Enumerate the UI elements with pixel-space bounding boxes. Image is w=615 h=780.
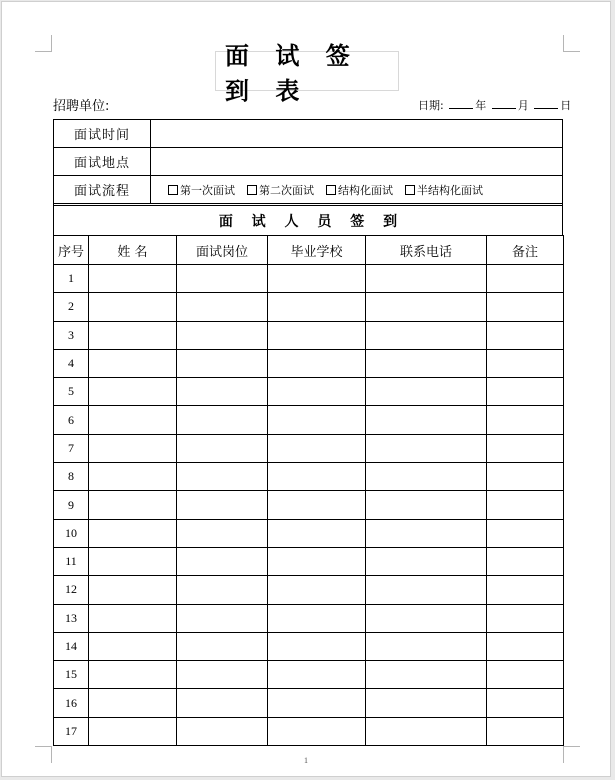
name-cell[interactable] [89, 491, 177, 519]
position-cell[interactable] [177, 519, 268, 547]
position-cell[interactable] [177, 406, 268, 434]
position-cell[interactable] [177, 321, 268, 349]
row-number-cell: 7 [54, 434, 89, 462]
remarks-cell[interactable] [487, 661, 564, 689]
position-cell[interactable] [177, 661, 268, 689]
position-cell[interactable] [177, 349, 268, 377]
col-header-remarks: 备注 [487, 236, 564, 265]
row-number-cell: 6 [54, 406, 89, 434]
name-cell[interactable] [89, 293, 177, 321]
page-number: 1 [304, 756, 308, 765]
phone-cell[interactable] [366, 689, 487, 717]
row-number-cell: 17 [54, 717, 89, 745]
day-blank[interactable] [534, 99, 558, 109]
signin-section-title: 面 试 人 员 签 到 [53, 205, 563, 236]
school-cell[interactable] [268, 519, 366, 547]
phone-cell[interactable] [366, 349, 487, 377]
position-cell[interactable] [177, 576, 268, 604]
row-number-cell: 4 [54, 349, 89, 377]
school-cell[interactable] [268, 717, 366, 745]
checkbox-icon [247, 185, 257, 195]
position-cell[interactable] [177, 463, 268, 491]
school-cell[interactable] [268, 349, 366, 377]
table-row [54, 378, 564, 406]
checkbox-icon [405, 185, 415, 195]
remarks-cell[interactable] [487, 265, 564, 293]
col-header-number: 序号 [54, 236, 89, 265]
name-cell[interactable] [89, 661, 177, 689]
info-label-time: 面试时间 [54, 120, 151, 147]
process-option-first[interactable]: 第一次面试 [168, 182, 235, 198]
phone-cell[interactable] [366, 632, 487, 660]
crop-mark-top-right [563, 35, 580, 52]
remarks-cell[interactable] [487, 349, 564, 377]
year-label: 年 [475, 99, 487, 112]
name-cell[interactable] [89, 434, 177, 462]
position-cell[interactable] [177, 604, 268, 632]
col-header-name: 姓 名 [89, 236, 177, 265]
name-cell[interactable] [89, 604, 177, 632]
school-cell[interactable] [268, 632, 366, 660]
phone-cell[interactable] [366, 378, 487, 406]
row-number-cell: 2 [54, 293, 89, 321]
name-cell[interactable] [89, 576, 177, 604]
phone-cell[interactable] [366, 406, 487, 434]
row-number-cell: 9 [54, 491, 89, 519]
remarks-cell[interactable] [487, 689, 564, 717]
phone-cell[interactable] [366, 547, 487, 575]
remarks-cell[interactable] [487, 519, 564, 547]
row-number-cell: 12 [54, 576, 89, 604]
info-value-process [151, 176, 562, 203]
position-cell[interactable] [177, 632, 268, 660]
row-number-cell: 5 [54, 378, 89, 406]
position-cell[interactable] [177, 378, 268, 406]
document-page [1, 1, 611, 777]
school-cell[interactable] [268, 491, 366, 519]
school-cell[interactable] [268, 378, 366, 406]
date-line [418, 97, 571, 113]
table-row [54, 576, 564, 604]
remarks-cell[interactable] [487, 321, 564, 349]
school-cell[interactable] [268, 463, 366, 491]
name-cell[interactable] [89, 463, 177, 491]
name-cell[interactable] [89, 378, 177, 406]
table-header-row [54, 236, 564, 265]
checkbox-icon [326, 185, 336, 195]
phone-cell[interactable] [366, 293, 487, 321]
process-option-second[interactable]: 第二次面试 [247, 182, 314, 198]
row-number-cell: 11 [54, 547, 89, 575]
remarks-cell[interactable] [487, 463, 564, 491]
table-row [54, 632, 564, 660]
remarks-cell[interactable] [487, 576, 564, 604]
table-row [54, 604, 564, 632]
table-row [54, 293, 564, 321]
table-row [54, 661, 564, 689]
position-cell[interactable] [177, 491, 268, 519]
table-row [54, 434, 564, 462]
phone-cell[interactable] [366, 576, 487, 604]
name-cell[interactable] [89, 689, 177, 717]
info-row-time [54, 120, 562, 148]
table-row [54, 689, 564, 717]
table-row [54, 265, 564, 293]
name-cell[interactable] [89, 406, 177, 434]
table-row [54, 519, 564, 547]
remarks-cell[interactable] [487, 434, 564, 462]
position-cell[interactable] [177, 547, 268, 575]
phone-cell[interactable] [366, 519, 487, 547]
table-body [54, 265, 564, 746]
year-blank[interactable] [449, 99, 473, 109]
col-header-position: 面试岗位 [177, 236, 268, 265]
info-row-location [54, 148, 562, 176]
checkbox-icon [168, 185, 178, 195]
info-value-location[interactable] [151, 148, 562, 175]
col-header-school: 毕业学校 [268, 236, 366, 265]
school-cell[interactable] [268, 604, 366, 632]
school-cell[interactable] [268, 265, 366, 293]
phone-cell[interactable] [366, 321, 487, 349]
school-cell[interactable] [268, 434, 366, 462]
table-row [54, 321, 564, 349]
school-cell[interactable] [268, 406, 366, 434]
crop-mark-bottom-right [563, 746, 580, 763]
signin-table [53, 235, 564, 746]
info-label-process: 面试流程 [54, 176, 151, 203]
position-cell[interactable] [177, 434, 268, 462]
interview-info-box [53, 119, 563, 207]
phone-cell[interactable] [366, 463, 487, 491]
row-number-cell: 16 [54, 689, 89, 717]
name-cell[interactable] [89, 265, 177, 293]
row-number-cell: 8 [54, 463, 89, 491]
name-cell[interactable] [89, 547, 177, 575]
process-option-semi-structured[interactable]: 半结构化面试 [405, 182, 483, 198]
remarks-cell[interactable] [487, 491, 564, 519]
school-cell[interactable] [268, 576, 366, 604]
process-option-structured[interactable]: 结构化面试 [326, 182, 393, 198]
school-cell[interactable] [268, 661, 366, 689]
day-label: 日 [560, 99, 572, 112]
month-blank[interactable] [492, 99, 516, 109]
school-cell[interactable] [268, 321, 366, 349]
name-cell[interactable] [89, 632, 177, 660]
phone-cell[interactable] [366, 661, 487, 689]
info-value-time[interactable] [151, 120, 562, 147]
crop-mark-top-left [35, 35, 52, 52]
school-cell[interactable] [268, 547, 366, 575]
remarks-cell[interactable] [487, 293, 564, 321]
table-row [54, 547, 564, 575]
phone-cell[interactable] [366, 265, 487, 293]
remarks-cell[interactable] [487, 632, 564, 660]
remarks-cell[interactable] [487, 378, 564, 406]
name-cell[interactable] [89, 519, 177, 547]
position-cell[interactable] [177, 717, 268, 745]
school-cell[interactable] [268, 689, 366, 717]
position-cell[interactable] [177, 689, 268, 717]
row-number-cell: 1 [54, 265, 89, 293]
phone-cell[interactable] [366, 717, 487, 745]
position-cell[interactable] [177, 265, 268, 293]
position-cell[interactable] [177, 293, 268, 321]
remarks-cell[interactable] [487, 604, 564, 632]
date-label: 日期: [418, 99, 444, 112]
row-number-cell: 15 [54, 661, 89, 689]
row-number-cell: 13 [54, 604, 89, 632]
school-cell[interactable] [268, 293, 366, 321]
phone-cell[interactable] [366, 604, 487, 632]
info-row-process [54, 176, 562, 204]
document-title[interactable]: 面 试 签 到 表 [215, 51, 399, 91]
remarks-cell[interactable] [487, 547, 564, 575]
phone-cell[interactable] [366, 491, 487, 519]
remarks-cell[interactable] [487, 406, 564, 434]
table-row [54, 406, 564, 434]
col-header-phone: 联系电话 [366, 236, 487, 265]
phone-cell[interactable] [366, 434, 487, 462]
table-row [54, 349, 564, 377]
row-number-cell: 10 [54, 519, 89, 547]
table-row [54, 491, 564, 519]
name-cell[interactable] [89, 717, 177, 745]
month-label: 月 [517, 99, 529, 112]
remarks-cell[interactable] [487, 717, 564, 745]
name-cell[interactable] [89, 349, 177, 377]
crop-mark-bottom-left [35, 746, 52, 763]
row-number-cell: 14 [54, 632, 89, 660]
row-number-cell: 3 [54, 321, 89, 349]
table-row [54, 463, 564, 491]
info-label-location: 面试地点 [54, 148, 151, 175]
table-row [54, 717, 564, 745]
name-cell[interactable] [89, 321, 177, 349]
recruiting-unit-label: 招聘单位: [53, 99, 110, 114]
